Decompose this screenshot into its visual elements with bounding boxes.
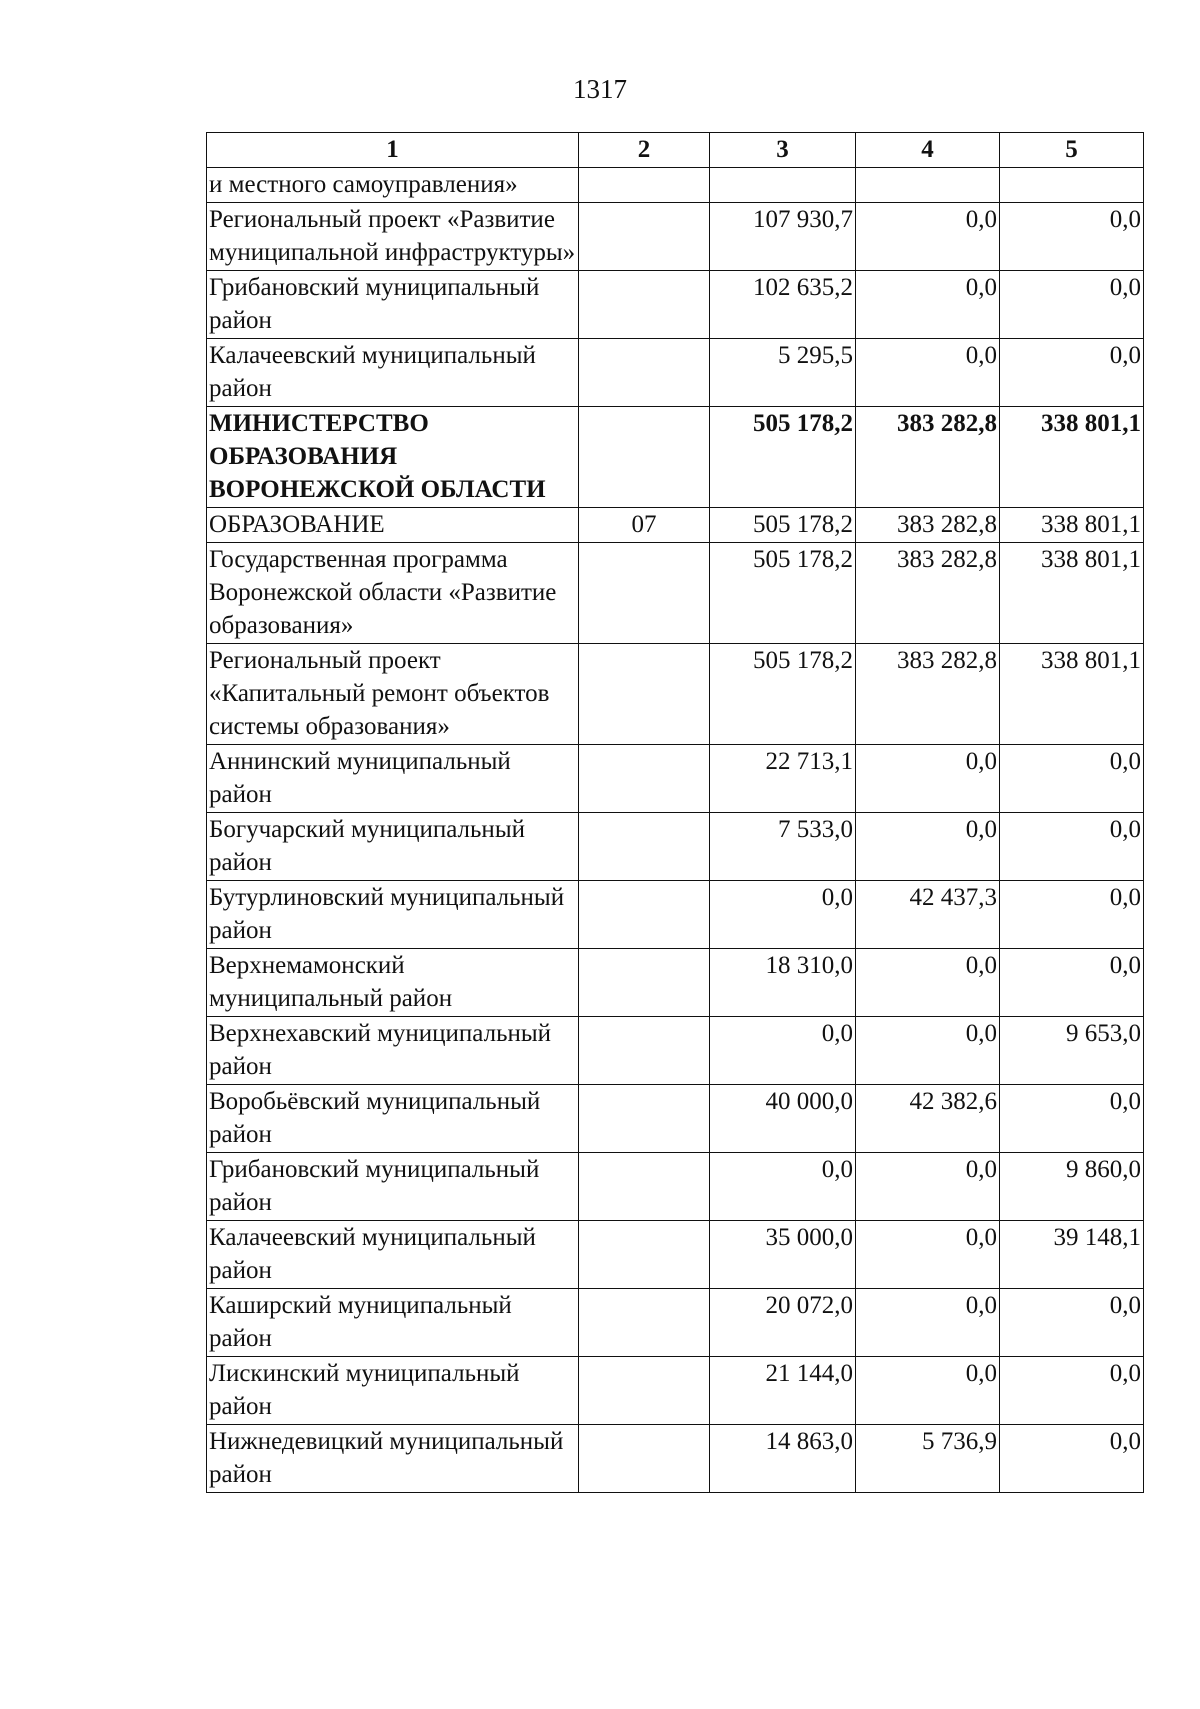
- row-value-col4: 0,0: [856, 813, 1000, 881]
- row-code-cell: [579, 203, 710, 271]
- row-name-cell: Богучарский муниципальный район: [207, 813, 579, 881]
- table-row: [207, 543, 1144, 644]
- row-name-cell: ОБРАЗОВАНИЕ: [207, 508, 579, 543]
- row-name-cell: Верхнемамонский муниципальный район: [207, 949, 579, 1017]
- row-value-col3: 5 295,5: [710, 339, 856, 407]
- row-value-col3: 7 533,0: [710, 813, 856, 881]
- budget-table: [206, 132, 1144, 1493]
- table-row: [207, 1153, 1144, 1221]
- row-code-cell: [579, 271, 710, 339]
- row-name-cell: Региональный проект «Развитие муниципальной инфраструктуры»: [207, 203, 579, 271]
- row-code-cell: [579, 1289, 710, 1357]
- page-number: 1317: [573, 74, 627, 104]
- row-value-col4: 0,0: [856, 745, 1000, 813]
- row-name-cell: Грибановский муниципальный район: [207, 1153, 579, 1221]
- table-row: [207, 1357, 1144, 1425]
- row-value-col4: 383 282,8: [856, 644, 1000, 745]
- column-header-1: 1: [207, 133, 579, 168]
- row-value-col4: 383 282,8: [856, 508, 1000, 543]
- table-row: [207, 508, 1144, 543]
- row-code-cell: [579, 1357, 710, 1425]
- row-value-col3: 505 178,2: [710, 543, 856, 644]
- row-name-cell: и местного самоуправления»: [207, 168, 579, 203]
- row-code-cell: [579, 1085, 710, 1153]
- row-name-cell: Нижнедевицкий муниципальный район: [207, 1425, 579, 1493]
- row-value-col4: 0,0: [856, 1153, 1000, 1221]
- row-value-col5: 338 801,1: [1000, 407, 1144, 508]
- row-value-col4: 0,0: [856, 949, 1000, 1017]
- row-code-cell: [579, 339, 710, 407]
- header-row: [207, 133, 1144, 168]
- row-name-cell: МИНИСТЕРСТВО ОБРАЗОВАНИЯ ВОРОНЕЖСКОЙ ОБЛАСТИ: [207, 407, 579, 508]
- row-value-col4: 0,0: [856, 1017, 1000, 1085]
- table-row: [207, 339, 1144, 407]
- row-value-col5: 338 801,1: [1000, 508, 1144, 543]
- row-code-cell: [579, 1221, 710, 1289]
- row-name-cell: Воробьёвский муниципальный район: [207, 1085, 579, 1153]
- row-name-cell: Калачеевский муниципальный район: [207, 339, 579, 407]
- row-value-col3: 40 000,0: [710, 1085, 856, 1153]
- column-header-2: 2: [579, 133, 710, 168]
- row-value-col5: 0,0: [1000, 745, 1144, 813]
- row-value-col5: 9 653,0: [1000, 1017, 1144, 1085]
- row-value-col4: 42 382,6: [856, 1085, 1000, 1153]
- row-code-cell: [579, 881, 710, 949]
- table-row: [207, 881, 1144, 949]
- table-row: [207, 745, 1144, 813]
- row-value-col5: 0,0: [1000, 203, 1144, 271]
- row-code-cell: [579, 543, 710, 644]
- row-value-col3: 21 144,0: [710, 1357, 856, 1425]
- column-header-5: 5: [1000, 133, 1144, 168]
- row-name-cell: Лискинский муниципальный район: [207, 1357, 579, 1425]
- table-row: [207, 1017, 1144, 1085]
- row-value-col4: 383 282,8: [856, 407, 1000, 508]
- row-value-col3: 0,0: [710, 881, 856, 949]
- row-value-col4: 383 282,8: [856, 543, 1000, 644]
- column-header-3: 3: [710, 133, 856, 168]
- table-row: [207, 271, 1144, 339]
- row-name-cell: Калачеевский муниципальный район: [207, 1221, 579, 1289]
- row-value-col5: [1000, 168, 1144, 203]
- row-name-cell: Региональный проект «Капитальный ремонт объектов системы образования»: [207, 644, 579, 745]
- row-value-col5: 0,0: [1000, 813, 1144, 881]
- row-value-col5: 39 148,1: [1000, 1221, 1144, 1289]
- table-row: [207, 813, 1144, 881]
- row-value-col4: 0,0: [856, 1289, 1000, 1357]
- row-value-col4: 0,0: [856, 1357, 1000, 1425]
- row-code-cell: [579, 1017, 710, 1085]
- row-value-col5: 0,0: [1000, 1085, 1144, 1153]
- row-value-col3: 505 178,2: [710, 407, 856, 508]
- row-code-cell: [579, 949, 710, 1017]
- row-code-cell: [579, 745, 710, 813]
- row-code-cell: [579, 1153, 710, 1221]
- row-value-col3: 0,0: [710, 1153, 856, 1221]
- row-name-cell: Бутурлиновский муниципальный район: [207, 881, 579, 949]
- row-value-col3: 102 635,2: [710, 271, 856, 339]
- row-name-cell: Верхнехавский муниципальный район: [207, 1017, 579, 1085]
- row-value-col5: 0,0: [1000, 1289, 1144, 1357]
- row-value-col5: 338 801,1: [1000, 543, 1144, 644]
- row-value-col3: 0,0: [710, 1017, 856, 1085]
- row-value-col5: 0,0: [1000, 1357, 1144, 1425]
- row-value-col3: [710, 168, 856, 203]
- row-value-col5: 0,0: [1000, 881, 1144, 949]
- row-value-col4: [856, 168, 1000, 203]
- table-row: [207, 1085, 1144, 1153]
- row-code-cell: [579, 1425, 710, 1493]
- row-value-col3: 35 000,0: [710, 1221, 856, 1289]
- row-value-col4: 0,0: [856, 203, 1000, 271]
- row-value-col3: 20 072,0: [710, 1289, 856, 1357]
- table-row: [207, 168, 1144, 203]
- table-row: [207, 1221, 1144, 1289]
- row-value-col3: 18 310,0: [710, 949, 856, 1017]
- table-row: [207, 407, 1144, 508]
- table-row: [207, 1289, 1144, 1357]
- row-value-col4: 0,0: [856, 271, 1000, 339]
- row-value-col3: 14 863,0: [710, 1425, 856, 1493]
- row-value-col4: 0,0: [856, 1221, 1000, 1289]
- row-value-col3: 107 930,7: [710, 203, 856, 271]
- table-row: [207, 203, 1144, 271]
- table-row: [207, 1425, 1144, 1493]
- row-code-cell: [579, 644, 710, 745]
- row-value-col5: 0,0: [1000, 271, 1144, 339]
- row-value-col3: 505 178,2: [710, 644, 856, 745]
- row-value-col5: 338 801,1: [1000, 644, 1144, 745]
- row-name-cell: Государственная программа Воронежской области «Развитие образования»: [207, 543, 579, 644]
- row-value-col4: 42 437,3: [856, 881, 1000, 949]
- table-row: [207, 644, 1144, 745]
- row-value-col3: 22 713,1: [710, 745, 856, 813]
- column-header-4: 4: [856, 133, 1000, 168]
- row-value-col5: 0,0: [1000, 1425, 1144, 1493]
- row-code-cell: [579, 407, 710, 508]
- row-value-col5: 9 860,0: [1000, 1153, 1144, 1221]
- row-value-col5: 0,0: [1000, 339, 1144, 407]
- row-code-cell: [579, 168, 710, 203]
- table-row: [207, 949, 1144, 1017]
- row-code-cell: 07: [579, 508, 710, 543]
- row-value-col3: 505 178,2: [710, 508, 856, 543]
- row-name-cell: Аннинский муниципальный район: [207, 745, 579, 813]
- row-value-col4: 5 736,9: [856, 1425, 1000, 1493]
- row-value-col4: 0,0: [856, 339, 1000, 407]
- row-name-cell: Каширский муниципальный район: [207, 1289, 579, 1357]
- row-code-cell: [579, 813, 710, 881]
- row-name-cell: Грибановский муниципальный район: [207, 271, 579, 339]
- row-value-col5: 0,0: [1000, 949, 1144, 1017]
